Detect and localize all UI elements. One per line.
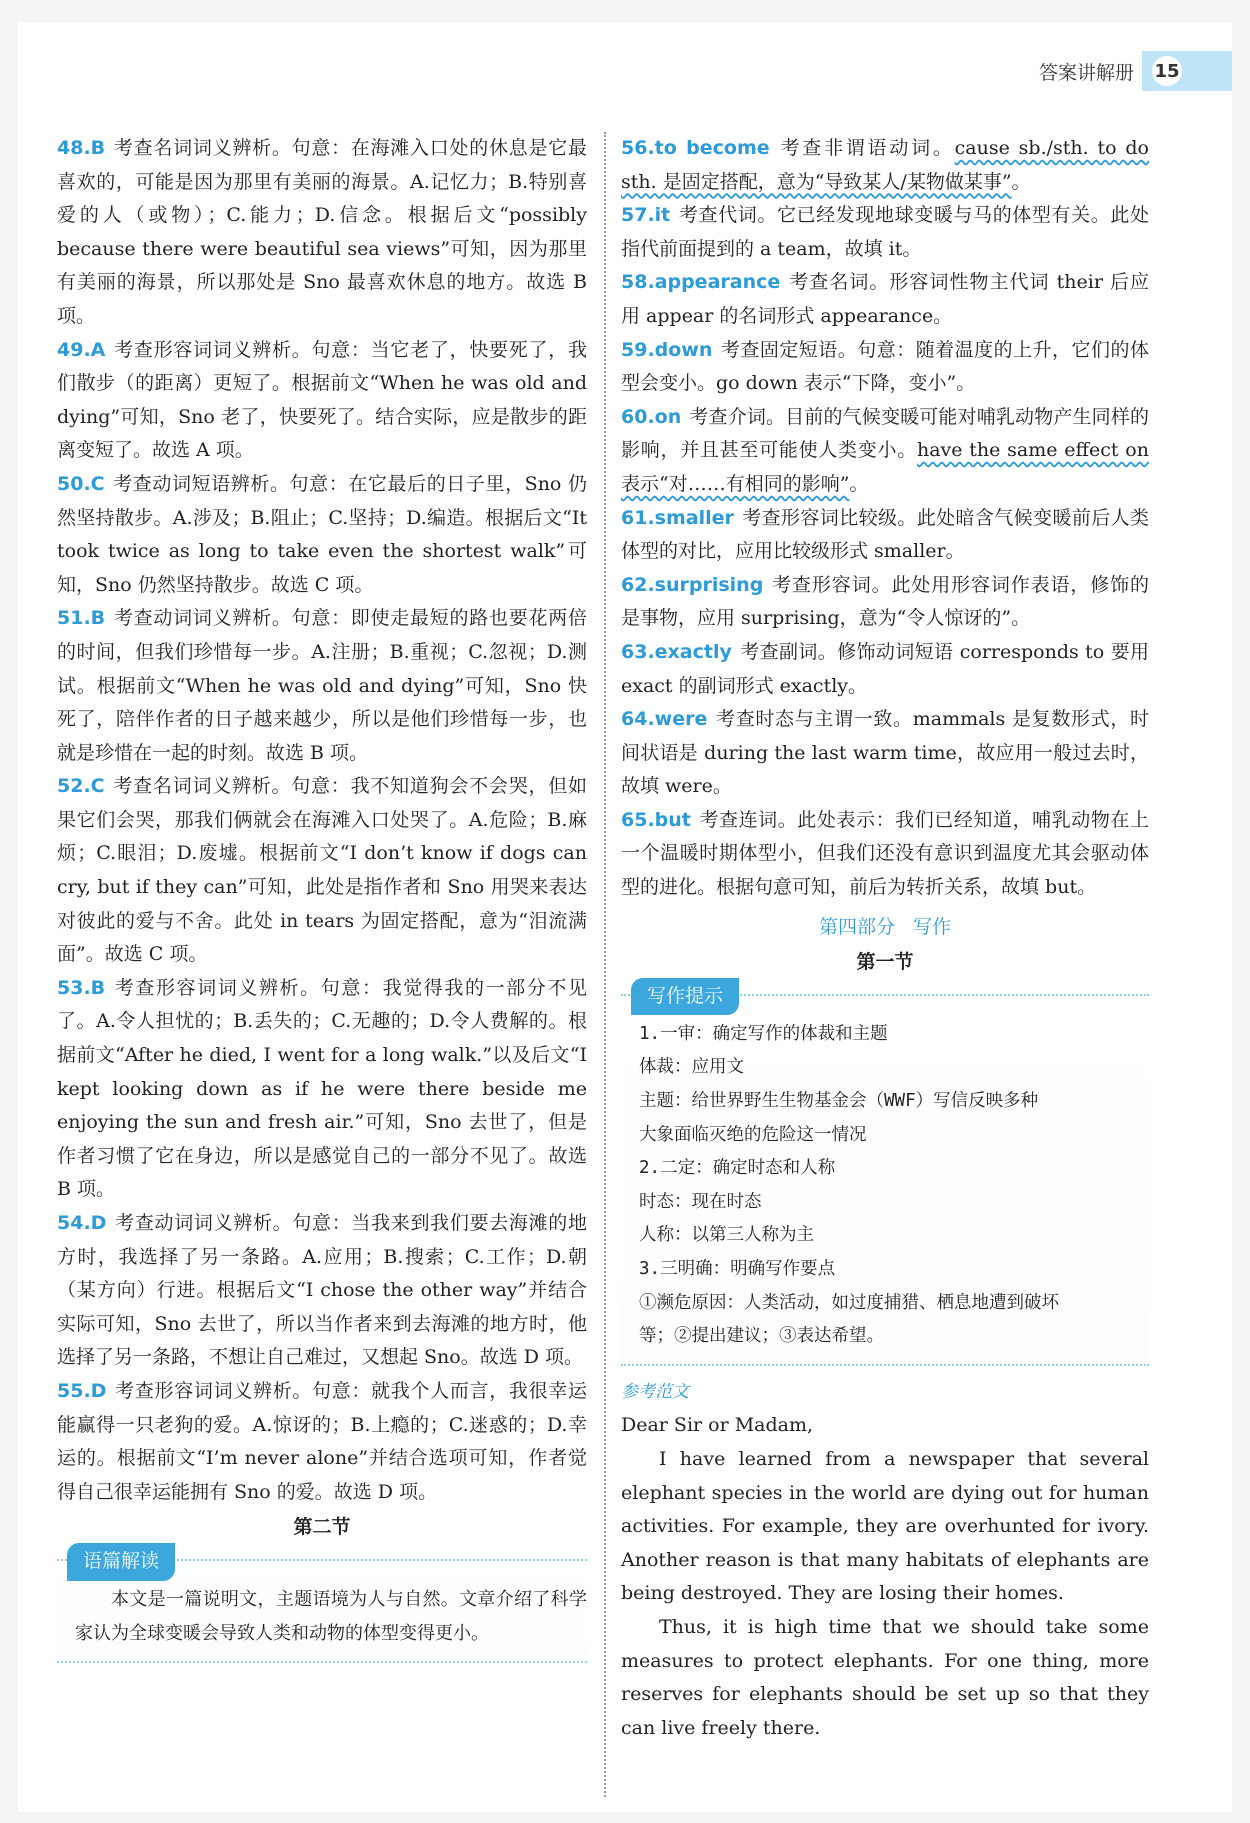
answer-number: 52.C xyxy=(57,775,105,798)
answer-explanation: 考查副词。修饰动词短语 corresponds to 要用 exact 的副词形式 exactly。 xyxy=(621,640,1149,697)
answer-explanation: 考查形容词词义辨析。句意：就我个人而言，我很幸运能赢得一只老狗的爱。A.惊讶的；B.上瘾的；C.迷惑的；D.幸运的。根据前文“I’m never alone”并结合选项可知，作者觉得自己很幸运能拥有 Sno 的爱。故选 D 项。 xyxy=(57,1379,587,1503)
reading-tag: 语篇解读 xyxy=(67,1543,175,1581)
section-title: 第二节 xyxy=(293,1516,351,1539)
left-column xyxy=(57,132,587,1673)
tip-line: 2.二定：确定时态和人称 xyxy=(639,1158,836,1179)
highlighted-phrase: cause sb./sth. to do sth. 是固定搭配，意为“导致某人/某物做某事” xyxy=(621,137,1149,193)
essay-greeting: Dear Sir or Madam, xyxy=(621,1414,814,1437)
column-divider xyxy=(604,132,606,1797)
writing-tips-box xyxy=(621,984,1149,1366)
answer-number: 65.but xyxy=(621,808,691,831)
answer-item xyxy=(57,1207,587,1375)
answer-item xyxy=(621,703,1149,804)
page-header xyxy=(1039,48,1232,94)
answer-item xyxy=(621,636,1149,703)
page-number-box xyxy=(1142,51,1232,91)
tip-line: 时态：现在时态 xyxy=(639,1191,762,1212)
part-heading xyxy=(621,911,1149,945)
answer-number: 48.B xyxy=(57,137,106,159)
answer-explanation: 考查时态与主谓一致。mammals 是复数形式，时间状语是 during the last warm time，故应用一般过去时，故填 were。 xyxy=(621,708,1149,798)
answer-number: 61.smaller xyxy=(621,506,734,529)
answer-number: 57.it xyxy=(621,204,671,227)
answer-explanation: 考查名词。形容词性物主代词 their 后应用 appear 的名词形式 appearance。 xyxy=(621,271,1149,327)
sample-essay-label: 参考范文 xyxy=(621,1381,689,1402)
answer-item xyxy=(621,199,1149,266)
answer-item xyxy=(57,770,587,972)
reading-text: 本文是一篇说明文，主题语境为人与自然。文章介绍了科学家认为全球变暖会导致人类和动物的体型变得更小。 xyxy=(75,1588,587,1644)
answer-explanation: 考查形容词。此处用形容词作表语，修饰的是事物，应用 surprising，意为“令人惊讶的”。 xyxy=(621,573,1149,630)
answer-number: 50.C xyxy=(57,472,105,495)
answer-explanation: 考查名词词义辨析。句意：在海滩入口处的休息是它最喜欢的，可能是因为那里有美丽的海景。A.记忆力；B.特别喜爱的人（或物）；C.能力；D.信念。根据后文“possibly because there were beautiful sea views”可知，因为那里有美丽的海景，所以那处是 Sno 最喜欢休息的地方。故选 B 项。 xyxy=(57,137,587,327)
tip-line: ①濒危原因：人类活动，如过度捕猎、栖息地遭到破坏 xyxy=(639,1292,1059,1313)
answer-number: 49.A xyxy=(57,338,106,361)
tip-line: 主题：给世界野生生物基金会（WWF）写信反映多种 xyxy=(639,1091,1039,1112)
essay-paragraph: I have learned from a newspaper that several elephant species in the world are dying out for human activities. For example, they are overhunted for ivory. Another reason is that many habitats of elephants are being destroyed. They are losing their homes. xyxy=(621,1447,1149,1605)
answer-item xyxy=(621,132,1149,199)
answer-number: 56.to become xyxy=(621,137,770,159)
highlighted-phrase: have the same effect on 表示“对……有相同的影响” xyxy=(621,439,1149,495)
answer-item xyxy=(621,502,1149,569)
answer-number: 64.were xyxy=(621,708,708,731)
page-number: 15 xyxy=(1152,56,1182,86)
writing-tips-tag: 写作提示 xyxy=(631,978,739,1016)
tip-line: 3.三明确：明确写作要点 xyxy=(639,1259,836,1279)
part-title: 写作 xyxy=(913,915,952,938)
tip-line: 大象面临灭绝的危险这一情况 xyxy=(639,1124,867,1145)
answer-number: 53.B xyxy=(57,976,106,999)
answer-explanation: 考查动词短语辨析。句意：在它最后的日子里，Sno 仍然坚持散步。A.涉及；B.阻止；C.坚持；D.编造。根据后文“It took twice as long to take even the shortest walk”可知，Sno 仍然坚持散步。故选 C 项。 xyxy=(57,472,587,596)
part-label: 第四部分 xyxy=(818,915,895,938)
answer-explanation: 考查动词词义辨析。句意：即使走最短的路也要花两倍的时间，但我们珍惜每一步。A.注册；B.重视；C.忽视；D.测试。根据前文“When he was old and dying”可知，Sno 快死了，陪伴作者的日子越来越少，所以是他们珍惜每一步，也就是珍惜在一起的时刻。故选 B 项。 xyxy=(57,607,587,764)
answer-item xyxy=(57,1375,587,1509)
answer-explanation: 考查动词词义辨析。句意：当我来到我们要去海滩的地方时，我选择了另一条路。A.应用；B.搜索；C.工作；D.朝（某方向）行进。根据后文“I chose the other way”并结合实际可知，Sno 去世了，所以当作者来到去海滩的地方时，他选择了另一条路，不想让自己难过，又想起 Sno。故选 D 项。 xyxy=(57,1212,587,1369)
answer-explanation: 考查代词。它已经发现地球变暖与马的体型有关。此处指代前面提到的 a team，故填 it。 xyxy=(621,204,1149,260)
answer-explanation-end: 。 xyxy=(1011,170,1031,193)
tip-line: 体裁：应用文 xyxy=(639,1057,744,1078)
answer-item xyxy=(57,468,587,602)
answer-number: 63.exactly xyxy=(621,640,732,663)
answer-explanation: 考查固定短语。句意：随着温度的上升，它们的体型会变小。go down 表示“下降，变小”。 xyxy=(621,338,1149,395)
answer-explanation: 考查非谓语动词。 xyxy=(777,137,955,159)
answer-item xyxy=(57,972,587,1207)
answer-number: 58.appearance xyxy=(621,271,781,294)
answer-number: 60.on xyxy=(621,405,682,428)
answer-item xyxy=(57,334,587,468)
tip-line: 人称：以第三人称为主 xyxy=(639,1225,814,1246)
right-column xyxy=(621,132,1149,1745)
answer-explanation-end: 。 xyxy=(849,472,869,495)
answer-item xyxy=(57,602,587,770)
answer-explanation: 考查形容词比较级。此处暗含气候变暖前后人类体型的对比，应用比较级形式 smaller。 xyxy=(621,506,1149,563)
essay-paragraph: Thus, it is high time that we should take some measures to protect elephants. For one thing, more reserves for elephants should be set up so that they can live freely there. xyxy=(621,1615,1149,1739)
answer-number: 55.D xyxy=(57,1379,107,1402)
tip-line: 等；②提出建议；③表达希望。 xyxy=(639,1326,884,1347)
answer-explanation: 考查名词词义辨析。句意：我不知道狗会不会哭，但如果它们会哭，那我们俩就会在海滩入口处哭了。A.危险；B.麻烦；C.眼泪；D.废墟。根据前文“I don’t know if dogs can cry, but if they can”可知，此处是指作者和 Sno 用哭来表达对彼此的爱与不舍。此处 in tears 为固定搭配，意为“泪流满面”。故选 C 项。 xyxy=(57,775,587,966)
answer-explanation: 考查形容词词义辨析。句意：当它老了，快要死了，我们散步（的距离）更短了。根据前文“When he was old and dying”可知，Sno 老了，快要死了。结合实际，应是散步的距离变短了。故选 A 项。 xyxy=(57,338,587,462)
answer-explanation: 考查连词。此处表示：我们已经知道，哺乳动物在上一个温暖时期体型小，但我们还没有意识到温度尤其会驱动体型的进化。根据句意可知，前后为转折关系，故填 but。 xyxy=(621,808,1149,899)
answer-item xyxy=(621,401,1149,502)
answer-number: 59.down xyxy=(621,338,713,361)
reading-box xyxy=(57,1549,587,1663)
answer-item xyxy=(57,132,587,334)
answer-item xyxy=(621,266,1149,333)
answer-number: 54.D xyxy=(57,1212,107,1234)
answer-number: 62.surprising xyxy=(621,573,764,596)
answer-explanation: 考查介词。目前的气候变暖可能对哺乳动物产生同样的影响，并且甚至可能使人类变小。 xyxy=(621,405,1149,462)
answer-item xyxy=(621,569,1149,636)
header-title: 答案讲解册 xyxy=(1038,61,1134,84)
tip-line: 1.一审：确定写作的体裁和主题 xyxy=(639,1023,888,1044)
answer-item xyxy=(621,804,1149,905)
answer-item xyxy=(621,334,1149,401)
answer-explanation: 考查形容词词义辨析。句意：我觉得我的一部分不见了。A.令人担忧的；B.丢失的；C.无趣的；D.令人费解的。根据前文“After he died, I went for a long walk.”以及后文“I kept looking down as if he were there beside me enjoying the sun and fresh air.”可知，Sno 去世了，但是作者习惯了它在身边，所以是感觉自己的一部分不见了。故选 B 项。 xyxy=(57,976,587,1201)
section-title: 第一节 xyxy=(856,951,914,974)
answer-number: 51.B xyxy=(57,607,106,630)
